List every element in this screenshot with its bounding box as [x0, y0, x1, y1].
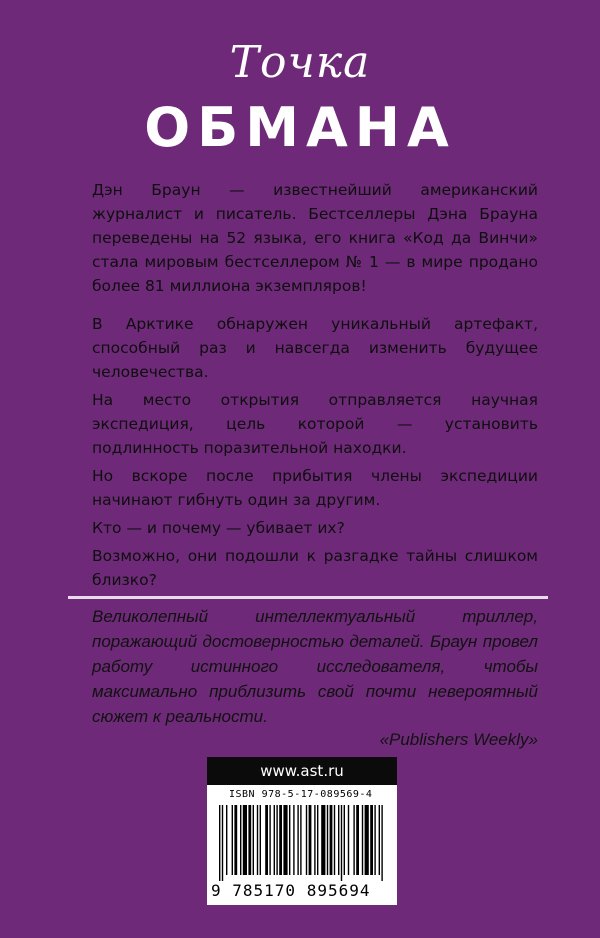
- barcode-bar: [234, 805, 237, 875]
- barcode-bar: [219, 805, 220, 881]
- barcode-bar: [260, 805, 261, 875]
- barcode-bar: [283, 805, 287, 875]
- barcode-bar: [370, 805, 373, 875]
- review-quote: Великолепный интеллектуальный триллер, поражающий достоверностью деталей. Браун провел работу истинного исследователя, чтобы максимально приблизить свой почти невероятный сюжет к реальности.: [92, 607, 538, 726]
- divider-line: [68, 596, 548, 599]
- barcode-bar: [243, 805, 247, 875]
- book-title-script: Точка: [229, 37, 371, 88]
- barcode-bar: [317, 805, 318, 875]
- book-title-main: ОБМАНА: [144, 96, 456, 159]
- review-source: «Publishers Weekly»: [379, 730, 538, 749]
- barcode-bar: [374, 805, 375, 875]
- barcode-bar: [265, 805, 268, 875]
- barcode-bar: [365, 805, 369, 875]
- barcode-bar: [356, 805, 359, 875]
- barcode-bar: [222, 805, 223, 881]
- barcode-digits: 9 785170 895694: [211, 881, 371, 900]
- barcode-bar: [297, 805, 298, 875]
- barcode-bar: [240, 805, 241, 875]
- publisher-url: www.ast.ru: [207, 757, 397, 785]
- isbn-label: ISBN 978-5-17-089569-4: [229, 789, 373, 800]
- barcode-image: [217, 805, 387, 881]
- barcode-bar: [314, 805, 315, 875]
- annotation-paragraph: Кто — и почему — убивает их?: [92, 519, 345, 537]
- barcode-bar: [341, 805, 342, 881]
- barcode-bar: [253, 805, 254, 875]
- barcode-bar: [379, 805, 380, 875]
- barcode-bar: [269, 805, 270, 875]
- barcode-bar: [330, 805, 333, 875]
- barcode-bar: [274, 805, 275, 875]
- barcode-bar: [226, 805, 227, 875]
- annotation-paragraph: Дэн Браун — известнейший американский журналист и писатель. Бестселлеры Дэна Брауна переведены на 52 языка, его книга «Код да Винчи» стала мировым бестселлером № 1 — в мире продано более 81 миллиона экземпляров!: [92, 181, 538, 295]
- barcode-block: [207, 785, 397, 905]
- barcode-bar: [321, 805, 325, 875]
- barcode-bar: [348, 805, 349, 875]
- barcode-bar: [289, 805, 290, 875]
- barcode-bar: [309, 805, 312, 875]
- barcode-bar: [279, 805, 282, 875]
- barcode-bar: [334, 805, 335, 875]
- annotation-paragraph: Возможно, они подошли к разгадке тайны слишком близко?: [92, 547, 538, 589]
- barcode-bar: [276, 805, 277, 875]
- barcode-bar: [248, 805, 251, 875]
- annotation-text: [92, 178, 538, 592]
- barcode-bar: [344, 805, 345, 875]
- barcode-bar: [306, 805, 307, 875]
- annotation-paragraph: Но вскоре после прибытия члены экспедиции начинают гибнуть один за другим.: [92, 467, 538, 509]
- annotation-paragraph: На место открытия отправляется научная экспедиция, цель которой — установить подлинность поразительной находки.: [92, 391, 538, 457]
- barcode-bar: [257, 805, 258, 875]
- annotation-paragraph: В Арктике обнаружен уникальный артефакт, способный раз и навсегда изменить будущее человечества.: [92, 315, 538, 381]
- barcode-bar: [381, 805, 382, 881]
- barcode-bar: [293, 805, 294, 875]
- barcode-bar: [353, 805, 354, 875]
- barcode-bar: [300, 805, 301, 875]
- barcode-bar: [232, 805, 233, 875]
- barcode-bar: [327, 805, 328, 875]
- barcode-bar: [362, 805, 363, 875]
- barcode-bar: [338, 805, 339, 875]
